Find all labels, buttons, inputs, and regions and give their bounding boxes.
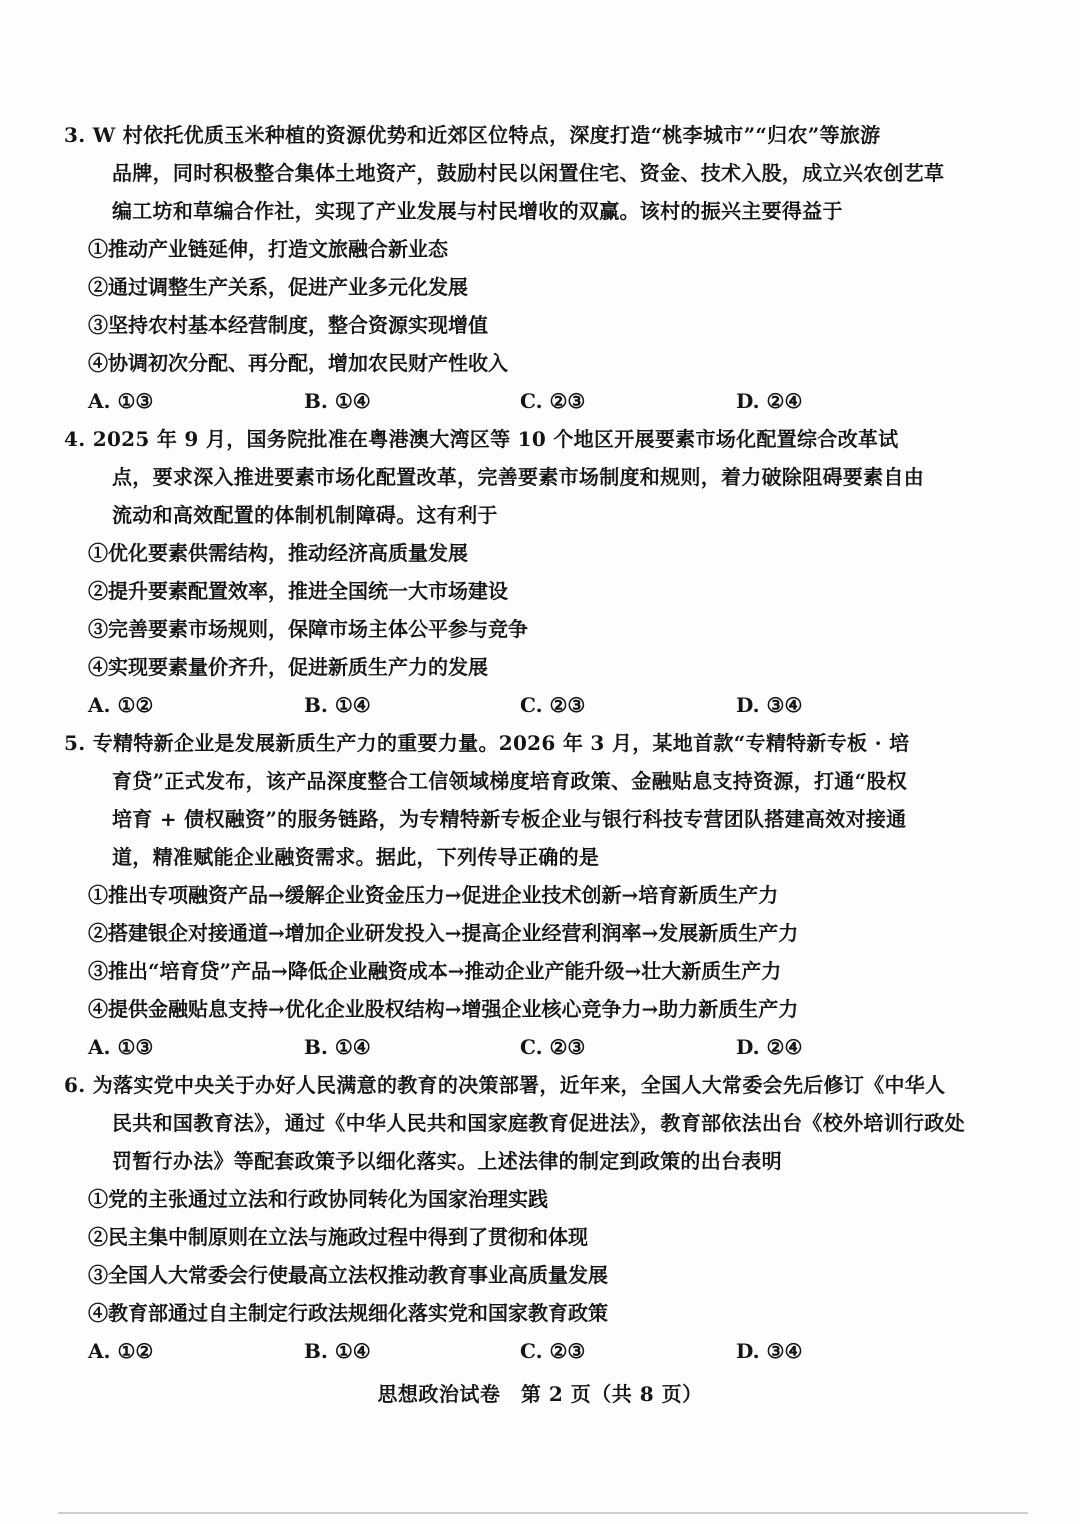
choice-c: C. ②③ [520,1035,586,1059]
choice-a: A. ①③ [88,1035,154,1059]
stem-line: 培育 + 债权融资”的服务链路，为专精特新专板企业与银行科技专营团队搭建高效对接通 [112,807,907,831]
answer-choices [64,1332,1024,1370]
statement-2: ②民主集中制原则在立法与施政过程中得到了贯彻和体现 [88,1225,588,1249]
statement-1: ①优化要素供需结构，推动经济高质量发展 [88,541,468,565]
statement-4: ④实现要素量价齐升，促进新质生产力的发展 [88,655,488,679]
choice-d: D. ③④ [736,1339,803,1363]
stem-line: 罚暂行办法》等配套政策予以细化落实。上述法律的制定到政策的出台表明 [112,1149,782,1173]
stem-line: 5. 专精特新企业是发展新质生产力的重要力量。2026 年 3 月，某地首款“专精特新专板 · 培 [64,731,910,755]
question-stem [64,116,1024,230]
choice-d: D. ②④ [736,389,803,413]
choice-a: A. ①③ [88,389,154,413]
question-stem [64,724,1024,876]
statement-1: ①推动产业链延伸，打造文旅融合新业态 [88,237,448,261]
stem-line: 道，精准赋能企业融资需求。据此，下列传导正确的是 [112,845,600,869]
choice-c: C. ②③ [520,1339,586,1363]
questions-container [64,116,1024,1370]
statement-2: ②搭建银企对接通道→增加企业研发投入→提高企业经营利润率→发展新质生产力 [88,921,799,945]
stem-line: 品牌，同时积极整合集体土地资产，鼓励村民以闲置住宅、资金、技术入股，成立兴农创艺草 [112,161,945,185]
statement-3: ③推出“培育贷”产品→降低企业融资成本→推动企业产能升级→壮大新质生产力 [88,959,782,983]
choice-b: B. ①④ [304,1035,371,1059]
stem-line: 4. 2025 年 9 月，国务院批准在粤港澳大湾区等 10 个地区开展要素市场化配置综合改革试 [64,427,899,451]
stem-line: 流动和高效配置的体制机制障碍。这有利于 [112,503,498,527]
choice-b: B. ①④ [304,1339,371,1363]
statement-3: ③全国人大常委会行使最高立法权推动教育事业高质量发展 [88,1263,608,1287]
question-5 [64,724,1024,1066]
choice-b: B. ①④ [304,693,371,717]
statement-1: ①推出专项融资产品→缓解企业资金压力→促进企业技术创新→培育新质生产力 [88,883,779,907]
answer-choices [64,1028,1024,1066]
choice-d: D. ②④ [736,1035,803,1059]
statement-2: ②提升要素配置效率，推进全国统一大市场建设 [88,579,508,603]
stem-line: 6. 为落实党中央关于办好人民满意的教育的决策部署，近年来，全国人大常委会先后修订《中华人 [64,1073,946,1097]
stem-line: 编工坊和草编合作社，实现了产业发展与村民增收的双赢。该村的振兴主要得益于 [112,199,843,223]
question-6 [64,1066,1024,1370]
page-footer: 思想政治试卷 第 2 页（共 8 页） [377,1382,703,1406]
scan-edge-line [58,1512,1028,1514]
choice-a: A. ①② [88,693,154,717]
stem-line: 民共和国教育法》，通过《中华人民共和国家庭教育促进法》，教育部依法出台《校外培训行政处 [112,1111,965,1135]
question-stem [64,1066,1024,1180]
stem-line: 3. W 村依托优质玉米种植的资源优势和近郊区位特点，深度打造“桃李城市”“归农”等旅游 [64,123,881,147]
choice-d: D. ③④ [736,693,803,717]
question-4 [64,420,1024,724]
stem-line: 育贷”正式发布，该产品深度整合工信领域梯度培育政策、金融贴息支持资源，打通“股权 [112,769,908,793]
choice-c: C. ②③ [520,693,586,717]
statement-1: ①党的主张通过立法和行政协同转化为国家治理实践 [88,1187,548,1211]
stem-line: 点，要求深入推进要素市场化配置改革，完善要素市场制度和规则，着力破除阻碍要素自由 [112,465,924,489]
question-stem [64,420,1024,534]
answer-choices [64,382,1024,420]
choice-a: A. ①② [88,1339,154,1363]
choice-c: C. ②③ [520,389,586,413]
statement-4: ④提供金融贴息支持→优化企业股权结构→增强企业核心竞争力→助力新质生产力 [88,997,799,1021]
statement-3: ③完善要素市场规则，保障市场主体公平参与竞争 [88,617,528,641]
statement-2: ②通过调整生产关系，促进产业多元化发展 [88,275,468,299]
statement-4: ④教育部通过自主制定行政法规细化落实党和国家教育政策 [88,1301,608,1325]
statement-4: ④协调初次分配、再分配，增加农民财产性收入 [88,351,508,375]
answer-choices [64,686,1024,724]
question-3 [64,116,1024,420]
choice-b: B. ①④ [304,389,371,413]
statement-3: ③坚持农村基本经营制度，整合资源实现增值 [88,313,488,337]
